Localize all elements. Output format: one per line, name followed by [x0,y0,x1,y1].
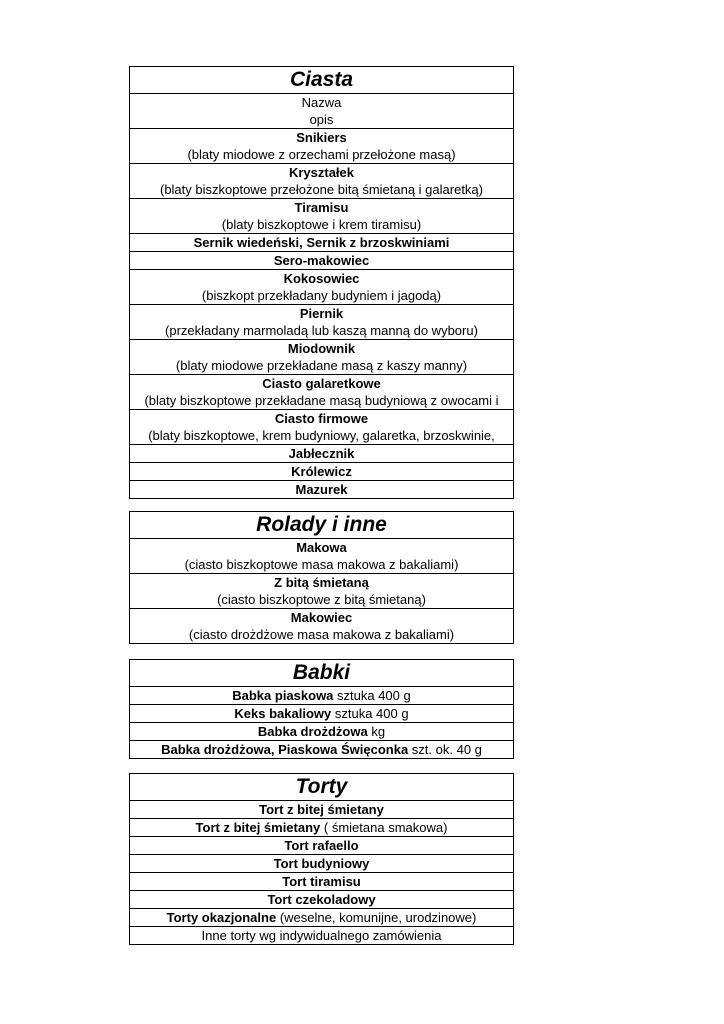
item-name: Kryształek [288,165,355,180]
item-name: Makowiec [290,610,353,625]
table-row: Sero-makowiec [130,251,513,269]
item-name: Miodownik [287,341,356,356]
item-name: Babka drożdżowa [257,724,368,739]
table-row [130,890,513,908]
item-desc: (ciasto drożdżowe masa makowa z bakaliami) [188,627,455,642]
table-row [130,539,513,573]
item-desc: (blaty biszkoptowe i krem tiramisu) [221,217,422,232]
table-row [130,374,513,409]
item-name: Z bitą śmietaną [274,575,369,590]
item-note: sztuka 400 g [333,688,411,703]
rolady-section [129,511,514,644]
item-name: Ciasto galaretkowe [262,376,381,391]
table-row [130,687,513,704]
table-row [130,801,513,818]
item-name: Tort z bitej śmietany [259,802,384,817]
item-name: Tort tiramisu [282,874,361,889]
item-desc: (ciasto biszkoptowe masa makowa z bakaliami) [184,557,459,572]
table-row [130,339,513,374]
item-note: (weselne, komunijne, urodzinowe) [276,910,477,925]
item-desc: (ciasto biszkoptowe z bitą śmietaną) [217,592,426,607]
table-row [130,704,513,722]
table-row [130,304,513,339]
ciasta-section [129,66,514,499]
table-row [130,908,513,926]
item-name: Tort czekoladowy [267,892,376,907]
table-row [130,854,513,872]
item-desc: (biszkopt przekładany budyniem i jagodą) [201,288,442,303]
table-row: Sernik wiedeński, Sernik z brzoskwiniami [130,233,513,251]
item-name: Tort z bitej śmietany [195,820,321,835]
section-title: Ciasta [130,67,513,94]
item-name: Babka drożdżowa, Piaskowa Święconka [161,742,409,757]
item-desc: (przekładany marmoladą lub kaszą manną do wyboru) [165,323,478,338]
section-title: Rolady i inne [130,512,513,539]
table-row: Jabłecznik [130,444,513,462]
item-name: Tort rafaello [284,838,359,853]
section-title: Torty [130,774,513,801]
item-name: Makowa [296,540,347,555]
item-name: Kokosowiec [283,271,360,286]
item-name: Tort budyniowy [273,856,370,871]
table-row [130,198,513,233]
table-row [130,608,513,643]
item-name: Tiramisu [294,200,349,215]
table-row [130,926,513,944]
table-row: Królewicz [130,462,513,480]
item-name: Babka piaskowa [232,688,334,703]
column-header-name: Nazwa [301,95,342,110]
torty-section [129,773,514,945]
table-row [130,269,513,304]
table-row [130,573,513,608]
table-row [130,128,513,163]
item-desc: (blaty biszkoptowe przełożone bitą śmietaną i galaretką) [159,182,483,197]
item-note: kg [367,724,386,739]
item-desc: (blaty miodowe przekładane masą z kaszy manny) [175,358,468,373]
item-desc: (blaty biszkoptowe przekładane masą budyniową z owocami i [144,393,499,408]
item-name: Keks bakaliowy [234,706,332,721]
table-row [130,836,513,854]
babki-section [129,659,514,759]
column-header-desc: opis [309,112,334,127]
item-name: Snikiers [296,130,347,145]
table-row [130,818,513,836]
item-note: Inne torty wg indywidualnego zamówienia [201,928,442,943]
item-name: Piernik [299,306,344,321]
table-row [130,722,513,740]
table-row: Mazurek [130,480,513,498]
item-note: sztuka 400 g [331,706,409,721]
section-title: Babki [130,660,513,687]
item-desc: (blaty miodowe z orzechami przełożone masą) [187,147,456,162]
table-header-row [130,94,513,128]
item-desc: (blaty biszkoptowe, krem budyniowy, galaretka, brzoskwinie, [148,428,495,443]
table-row [130,163,513,198]
item-name: Torty okazjonalne [166,910,277,925]
table-row [130,409,513,444]
table-row [130,740,513,758]
table-row [130,872,513,890]
item-note: ( śmietana smakowa) [320,820,448,835]
item-name: Ciasto firmowe [274,411,369,426]
item-note: szt. ok. 40 g [408,742,482,757]
